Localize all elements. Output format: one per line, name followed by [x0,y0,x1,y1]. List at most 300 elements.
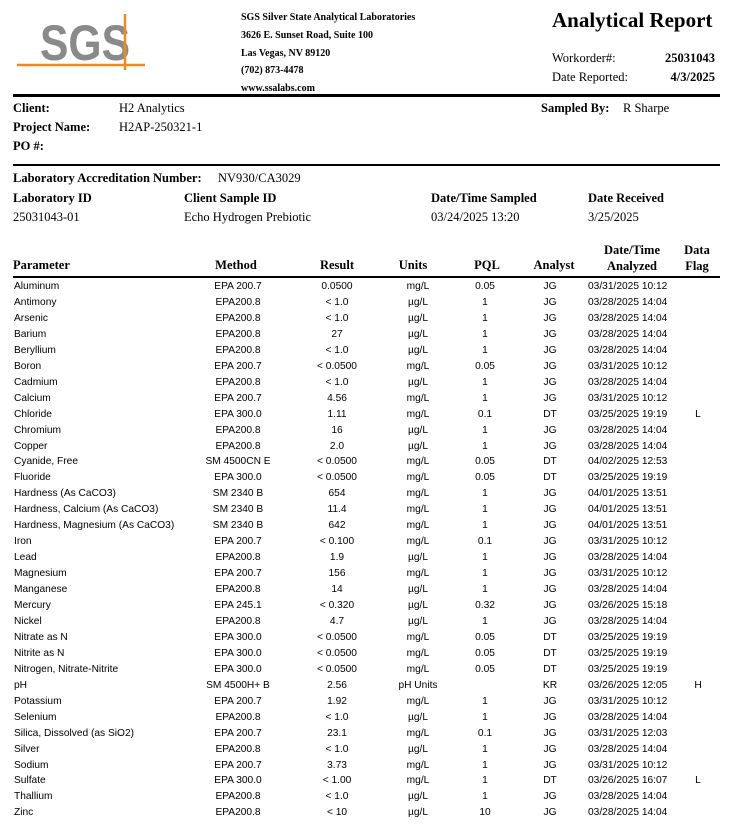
cell-method: EPA 300.0 [214,472,262,484]
cell-result: < 0.0500 [317,647,357,659]
col-header-flag [678,242,716,274]
cell-pql: 1 [482,695,488,707]
date-sampled-label: Date/Time Sampled [431,191,537,205]
table-row [13,423,720,439]
cell-method: EPA200.8 [215,296,261,308]
cell-method: EPA200.8 [215,344,261,356]
col-header-flag-line2: Flag [685,259,709,273]
cell-method: EPA200.8 [215,615,261,627]
cell-analyst: KR [542,679,558,691]
cell-analyst: DT [543,647,557,659]
cell-result: 1.11 [327,408,347,420]
cell-result: < 1.0 [325,296,349,308]
lab-name: SGS Silver State Analytical Laboratories [241,12,416,23]
cell-units: mg/L [406,504,430,516]
cell-units: µg/L [407,791,429,803]
lab-website: www.ssalabs.com [241,83,315,95]
cell-method: SM 4500CN E [205,456,271,468]
cell-parameter: Hardness, Calcium (As CaCO3) [14,504,159,516]
cell-analyst: DT [543,663,557,675]
cell-pql: 0.1 [477,536,493,548]
table-row [13,662,720,678]
cell-result: < 1.0 [325,312,349,324]
cell-parameter: Sodium [14,759,49,771]
cell-parameter: Thallium [14,791,53,803]
lab-address-block [241,9,415,98]
cell-analyst: JG [543,520,557,532]
cell-result: 3.73 [327,759,347,771]
cell-pql: 1 [482,504,488,516]
cell-analyst: JG [543,312,557,324]
cell-analyst: JG [543,759,557,771]
cell-method: EPA200.8 [215,376,261,388]
cell-parameter: Copper [14,440,48,452]
cell-parameter: Hardness, Magnesium (As CaCO3) [14,520,175,532]
cell-units: µg/L [407,296,429,308]
cell-pql: 1 [482,568,488,580]
cell-parameter: Nitrite as N [14,647,65,659]
cell-parameter: Iron [14,536,32,548]
cell-analyzed: 03/31/2025 10:12 [588,392,668,404]
cell-analyzed: 03/31/2025 10:12 [588,536,668,548]
project-label: Project Name: [13,120,91,134]
cell-analyst: JG [543,281,557,292]
header-divider [13,94,720,97]
cell-pql: 0.05 [475,456,495,468]
cell-parameter: Barium [14,328,47,340]
cell-flag: L [695,775,701,787]
cell-method: EPA 200.7 [214,360,262,372]
workorder-label: Workorder#: [552,51,616,65]
cell-method: EPA 300.0 [214,647,262,659]
cell-units: µg/L [407,328,429,340]
cell-analyzed: 03/28/2025 14:04 [588,743,668,755]
cell-parameter: Nickel [14,615,42,627]
cell-units: mg/L [406,520,430,532]
cell-analyzed: 04/01/2025 13:51 [588,520,668,532]
cell-pql: 1 [482,791,488,803]
cell-units: mg/L [406,408,430,420]
table-row [13,486,720,502]
cell-result: 4.56 [327,392,347,404]
cell-result: < 1.0 [325,711,349,723]
cell-result: < 1.0 [325,344,349,356]
cell-analyzed: 03/28/2025 14:04 [588,328,668,340]
cell-units: µg/L [407,584,429,596]
cell-result: < 1.0 [325,743,349,755]
cell-units: mg/L [406,727,430,739]
table-row [13,678,720,694]
cell-pql: 0.05 [475,663,495,675]
cell-parameter: Beryllium [14,344,56,356]
cell-units: mg/L [406,360,430,372]
table-row [13,598,720,614]
po-label: PO #: [13,139,44,153]
cell-analyst: DT [543,472,557,484]
col-header-method: Method [215,258,257,272]
col-header-analyzed-line2: Analyzed [607,259,657,273]
cell-analyst: JG [543,584,557,596]
cell-pql: 1 [482,440,488,452]
table-row [13,630,720,646]
cell-parameter: Selenium [14,711,57,723]
cell-units: mg/L [406,456,430,468]
cell-analyzed: 03/25/2025 19:19 [588,663,668,675]
cell-method: EPA 245.1 [214,600,262,611]
cell-units: mg/L [406,392,430,404]
cell-analyst: JG [543,360,557,372]
cell-analyzed: 03/31/2025 10:12 [588,695,668,707]
table-row [13,327,720,343]
cell-parameter: Nitrate as N [14,631,68,643]
cell-analyzed: 03/31/2025 12:03 [588,727,668,739]
cell-analyzed: 03/31/2025 10:12 [588,759,668,771]
workorder-value: 25031043 [665,51,715,65]
cell-analyst: DT [543,456,557,468]
cell-result: 0.0500 [321,281,353,292]
cell-method: EPA200.8 [215,440,261,452]
cell-flag: H [694,679,702,691]
cell-analyst: JG [543,344,557,356]
cell-pql: 10 [479,807,491,819]
cell-analyst: JG [543,440,557,452]
cell-analyst: JG [543,296,557,308]
table-row [13,566,720,582]
client-label: Client: [13,101,50,115]
col-header-units: Units [398,258,428,272]
cell-parameter: Mercury [14,600,51,611]
cell-method: EPA 300.0 [214,663,262,675]
table-row [13,359,720,375]
cell-analyzed: 03/28/2025 14:04 [588,344,668,356]
table-header-divider [13,276,720,278]
cell-pql: 1 [482,520,488,532]
cell-result: < 0.0500 [317,663,357,675]
cell-parameter: Chloride [14,408,52,420]
table-row [13,454,720,470]
cell-pql: 1 [482,711,488,723]
cell-result: 1.9 [329,552,345,564]
cell-pql: 1 [482,392,488,404]
cell-analyzed: 04/01/2025 13:51 [588,504,668,516]
cell-result: 1.92 [327,695,347,707]
cell-units: µg/L [407,807,429,819]
accreditation-label: Laboratory Accreditation Number: [13,171,202,185]
cell-result: < 0.0500 [317,456,357,468]
cell-units: µg/L [407,344,429,356]
cell-analyzed: 03/25/2025 19:19 [588,647,668,659]
table-row [13,582,720,598]
sgs-logo [15,8,147,72]
cell-pql: 0.32 [475,600,495,611]
cell-method: SM 2340 B [212,488,264,500]
cell-analyst: JG [543,552,557,564]
cell-result: 642 [328,520,346,532]
cell-units: µg/L [407,312,429,324]
cell-result: < 0.0500 [317,472,357,484]
cell-method: SM 2340 B [212,520,264,532]
cell-result: 11.4 [327,504,347,516]
table-row [13,614,720,630]
cell-method: EPA200.8 [215,807,261,819]
cell-parameter: Boron [14,360,42,372]
cell-parameter: Silver [14,743,40,755]
table-row [13,758,720,774]
cell-pql: 1 [482,775,488,787]
lab-phone: (702) 873-4478 [241,65,304,77]
cell-analyzed: 03/28/2025 14:04 [588,376,668,388]
date-received-value: 3/25/2025 [588,210,639,224]
cell-analyzed: 03/25/2025 19:19 [588,472,668,484]
cell-result: 14 [331,584,343,596]
cell-method: EPA200.8 [215,312,261,324]
cell-analyst: JG [543,536,557,548]
cell-pql: 1 [482,743,488,755]
cell-result: 156 [328,568,346,580]
cell-analyst: JG [543,615,557,627]
cell-analyzed: 03/31/2025 10:12 [588,281,668,292]
cell-method: EPA 200.7 [214,281,262,292]
cell-flag: L [695,408,701,420]
cell-units: mg/L [406,568,430,580]
table-row [13,518,720,534]
cell-analyzed: 03/31/2025 10:12 [588,568,668,580]
client-divider [13,164,720,166]
table-row [13,805,720,821]
table-row [13,439,720,455]
table-row [13,407,720,423]
cell-method: EPA200.8 [215,711,261,723]
cell-pql: 0.1 [477,408,493,420]
col-header-flag-line1: Data [684,243,710,257]
col-header-result: Result [319,258,355,272]
cell-parameter: Magnesium [14,568,67,580]
cell-units: mg/L [406,695,430,707]
table-row [13,646,720,662]
table-row [13,550,720,566]
cell-result: 654 [328,488,346,500]
cell-parameter: Silica, Dissolved (as SiO2) [14,727,135,739]
cell-result: 4.7 [329,615,345,627]
cell-analyst: DT [543,408,557,420]
cell-analyst: JG [543,488,557,500]
cell-analyzed: 03/26/2025 12:05 [588,679,668,691]
date-received-label: Date Received [588,191,665,205]
cell-analyst: JG [543,600,557,611]
cell-units: µg/L [407,600,429,611]
cell-analyzed: 03/26/2025 16:07 [588,775,668,787]
cell-parameter: Nitrogen, Nitrate-Nitrite [14,663,119,675]
cell-pql: 1 [482,759,488,771]
cell-analyzed: 03/28/2025 14:04 [588,424,668,436]
cell-analyzed: 03/28/2025 14:04 [588,615,668,627]
col-header-parameter: Parameter [13,258,70,272]
cell-analyzed: 03/28/2025 14:04 [588,807,668,819]
cell-analyst: JG [543,711,557,723]
cell-units: mg/L [406,631,430,643]
cell-analyzed: 03/28/2025 14:04 [588,440,668,452]
lab-address-line2: Las Vegas, NV 89120 [241,47,331,59]
cell-parameter: pH [14,679,28,691]
cell-analyst: JG [543,791,557,803]
cell-pql: 1 [482,296,488,308]
cell-parameter: Chromium [14,424,61,436]
col-header-analyst: Analyst [533,258,575,272]
cell-units: mg/L [406,281,430,292]
cell-parameter: Cadmium [14,376,58,388]
cell-analyzed: 03/28/2025 14:04 [588,711,668,723]
cell-units: µg/L [407,615,429,627]
cell-method: EPA 300.0 [214,631,262,643]
cell-analyst: JG [543,727,557,739]
table-row [13,694,720,710]
logo-text: SGS [40,15,130,71]
table-row [13,295,720,311]
cell-analyst: JG [543,504,557,516]
cell-units: mg/L [406,759,430,771]
cell-method: EPA 200.7 [214,727,262,739]
cell-units: mg/L [406,775,430,787]
cell-pql: 1 [482,328,488,340]
table-row [13,391,720,407]
cell-units: mg/L [406,663,430,675]
cell-pql: 0.05 [475,472,495,484]
cell-pql: 1 [482,424,488,436]
cell-method: SM 4500H+ B [206,679,270,691]
cell-method: EPA 200.7 [214,536,262,548]
cell-analyst: JG [543,568,557,580]
cell-pql: 0.05 [475,631,495,643]
cell-analyst: JG [543,695,557,707]
sampled-by-label: Sampled By: [541,101,610,115]
table-row [13,279,720,295]
cell-method: EPA200.8 [215,552,261,564]
table-row [13,343,720,359]
cell-analyzed: 03/28/2025 14:04 [588,312,668,324]
accreditation-value: NV930/CA3029 [218,171,301,185]
cell-parameter: Arsenic [14,312,48,324]
table-row [13,311,720,327]
cell-result: 16 [331,424,343,436]
cell-analyst: DT [543,775,557,787]
cell-pql: 0.05 [475,360,495,372]
cell-method: EPA 200.7 [214,392,262,404]
cell-method: EPA200.8 [215,791,261,803]
cell-parameter: Manganese [14,584,68,596]
cell-analyst: JG [543,328,557,340]
table-row [13,534,720,550]
lab-address-line1: 3626 E. Sunset Road, Suite 100 [241,29,373,41]
date-reported-value: 4/3/2025 [670,70,715,84]
cell-result: < 0.0500 [317,360,357,372]
cell-parameter: Zinc [14,807,34,819]
cell-pql: 0.05 [475,281,495,292]
cell-method: EPA200.8 [215,743,261,755]
sampled-by-value: R Sharpe [623,101,670,115]
table-row [13,742,720,758]
cell-pql: 0.1 [477,727,493,739]
cell-pql: 1 [482,615,488,627]
cell-units: pH Units [398,679,438,691]
col-header-pql: PQL [474,258,500,272]
cell-result: < 1.0 [325,791,349,803]
cell-parameter: Potassium [14,695,62,707]
table-row [13,375,720,391]
cell-result: < 1.00 [322,775,352,787]
cell-method: EPA200.8 [215,424,261,436]
table-row [13,773,720,789]
cell-units: µg/L [407,711,429,723]
cell-analyzed: 03/28/2025 14:04 [588,552,668,564]
cell-analyst: DT [543,631,557,643]
cell-pql: 1 [482,344,488,356]
client-value: H2 Analytics [119,101,185,115]
cell-result: 2.0 [329,440,345,452]
table-row [13,789,720,805]
date-sampled-value: 03/24/2025 13:20 [431,210,520,224]
project-value: H2AP-250321-1 [119,120,203,134]
cell-result: 27 [331,328,343,340]
cell-parameter: Calcium [14,392,51,404]
cell-pql: 1 [482,552,488,564]
cell-analyzed: 03/28/2025 14:04 [588,296,668,308]
cell-method: EPA200.8 [215,328,261,340]
cell-parameter: Sulfate [14,775,46,787]
cell-result: 23.1 [327,727,347,739]
cell-pql: 1 [482,312,488,324]
client-sample-label: Client Sample ID [184,191,277,205]
cell-pql: 1 [482,488,488,500]
cell-method: EPA 300.0 [214,775,262,787]
cell-parameter: Antimony [14,296,57,308]
cell-method: EPA 200.7 [214,568,262,580]
cell-result: 2.56 [327,679,347,691]
table-row [13,470,720,486]
cell-parameter: Hardness (As CaCO3) [14,488,116,500]
col-header-analyzed-line1: Date/Time [603,243,660,257]
table-row [13,502,720,518]
cell-parameter: Fluoride [14,472,51,484]
cell-units: µg/L [407,376,429,388]
cell-analyzed: 04/01/2025 13:51 [588,488,668,500]
cell-units: µg/L [407,552,429,564]
cell-units: mg/L [406,472,430,484]
table-row [13,726,720,742]
cell-result: < 10 [326,807,348,819]
cell-analyzed: 03/28/2025 14:04 [588,791,668,803]
cell-method: SM 2340 B [212,504,264,516]
cell-units: mg/L [406,536,430,548]
cell-result: < 0.0500 [317,631,357,643]
cell-analyst: JG [543,743,557,755]
cell-analyzed: 03/28/2025 14:04 [588,584,668,596]
cell-analyzed: 03/26/2025 15:18 [588,600,668,611]
date-reported-label: Date Reported: [552,70,629,84]
report-title: Analytical Report [552,8,713,32]
cell-parameter: Aluminum [14,281,60,292]
lab-id-label: Laboratory ID [13,191,92,205]
cell-units: mg/L [406,647,430,659]
cell-analyst: JG [543,424,557,436]
cell-analyst: JG [543,392,557,404]
cell-method: EPA 300.0 [214,408,262,420]
lab-id-value: 25031043-01 [13,210,80,224]
cell-analyst: JG [543,807,557,819]
cell-analyzed: 04/02/2025 12:53 [588,456,668,468]
cell-units: µg/L [407,424,429,436]
cell-method: EPA200.8 [215,584,261,596]
col-header-analyzed [594,242,670,274]
